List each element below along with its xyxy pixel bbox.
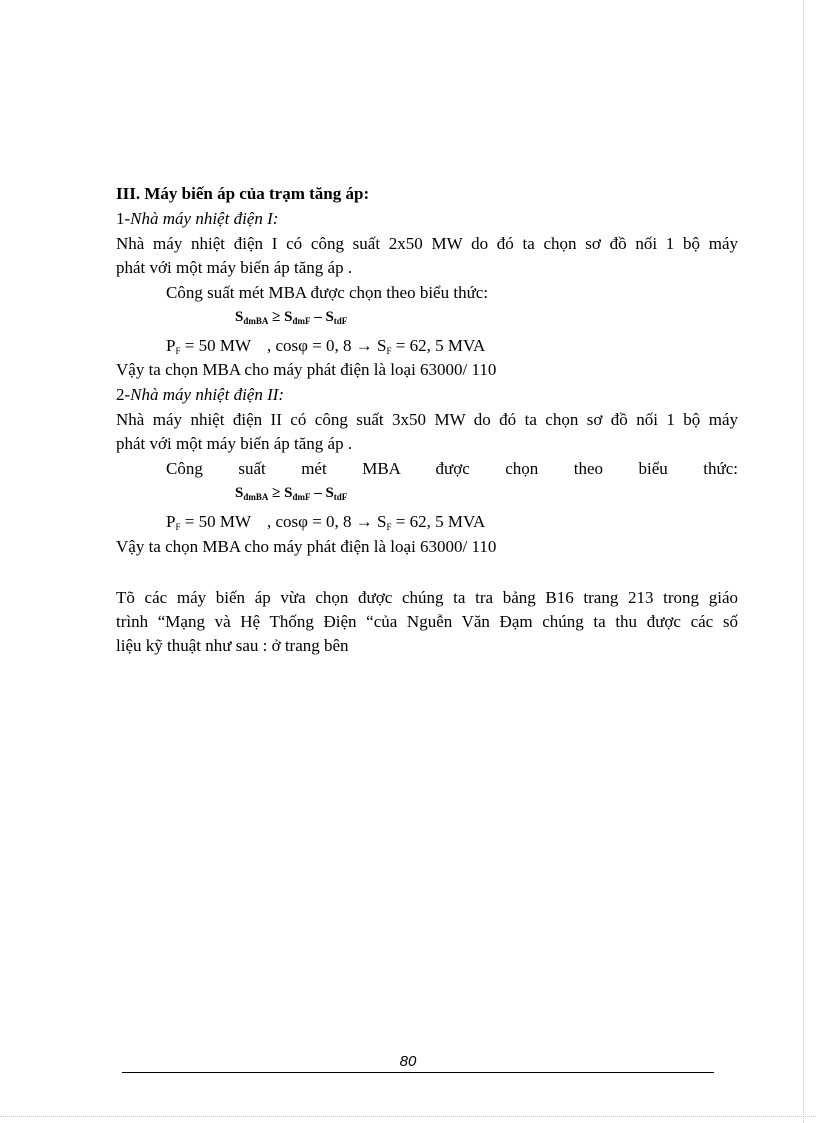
part1-paragraph-line1: Nhà máy nhiệt điện I có công suất 2x50 MW do đó ta chọn sơ đồ nối 1 bộ máy (116, 234, 738, 253)
part1-number: 1- (116, 209, 131, 228)
part2-calculation: $P_F = 50$ MW , cosφ = 0, $8 \to S_F = 62$, 5 MVA (166, 512, 486, 532)
part2-selection-text: Công suất mét MBA được chọn theo biểu thức: (166, 459, 738, 478)
part1-title (116, 208, 738, 230)
part2-formula: $S_{đmBA} \ge S_{đmF} - S_{tdF}$ (235, 485, 348, 502)
part2-conclusion: Vậy ta chọn MBA cho máy phát điện là loại 63000/ 110 (116, 537, 497, 556)
part1-paragraph-line2: phát với một máy biến áp tăng áp . (116, 258, 353, 277)
page-edge (803, 0, 804, 1123)
part1-selection-text: Công suất mét MBA được chọn theo biểu thức: (166, 283, 489, 302)
part2-title-text: Nhà máy nhiệt điện II: (130, 385, 285, 404)
part1-formula: $S_{đmBA} \ge S_{đmF} - S_{tdF}$ (235, 309, 348, 326)
closing-line1: Tõ các máy biến áp vừa chọn được chúng ta tra bảng B16 trang 213 trong giáo (116, 588, 738, 607)
section-heading: III. Máy biến áp của trạm tăng áp: (116, 184, 370, 203)
part2-paragraph-line1: Nhà máy nhiệt điện II có công suất 3x50 MW do đó ta chọn sơ đồ nối 1 bộ máy (116, 410, 738, 429)
page-edge-bottom (0, 1116, 816, 1117)
part1-conclusion: Vậy ta chọn MBA cho máy phát điện là loại 63000/ 110 (116, 360, 497, 379)
closing-line3: liệu kỹ thuật như sau : ở trang bên (116, 636, 349, 655)
footer-rule (122, 1072, 714, 1073)
part2-title (116, 384, 738, 406)
part2-number: 2- (116, 385, 131, 404)
part1-title-text: Nhà máy nhiệt điện I: (130, 209, 279, 228)
part1-calculation: $P_F = 50$ MW , cosφ = 0, $8 \to S_F = 62$, 5 MVA (166, 336, 486, 356)
closing-line2: trình “Mạng và Hệ Thống Điện “của Nguễn Văn Đạm chúng ta thu được các số (116, 612, 738, 631)
page-number: 80 (399, 1053, 417, 1070)
part2-paragraph-line2: phát với một máy biến áp tăng áp . (116, 434, 353, 453)
